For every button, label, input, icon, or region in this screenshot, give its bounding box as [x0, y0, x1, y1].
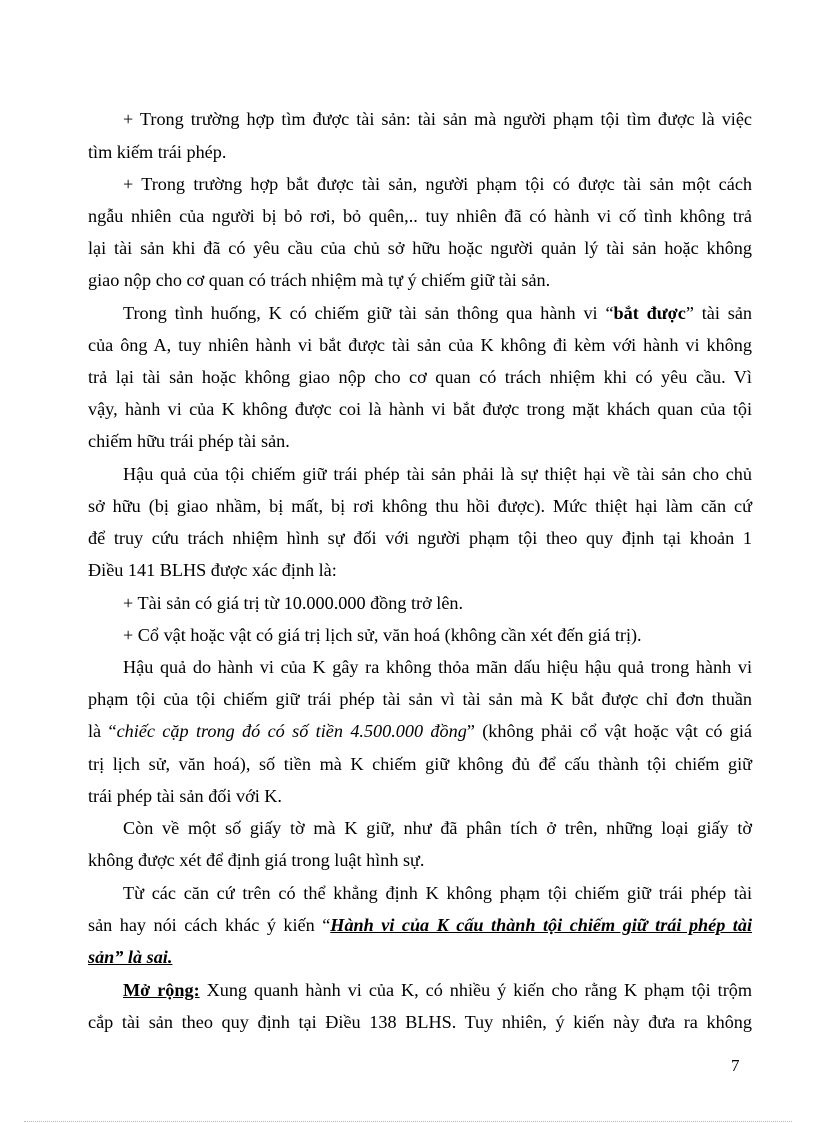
- p3-bold-term: bắt được: [613, 303, 686, 323]
- p2-line-4: giao nộp cho cơ quan có trách nhiệm mà tự ý chiếm giữ tài sản.: [88, 270, 551, 290]
- p4-line-4: Điều 141 BLHS được xác định là:: [88, 560, 337, 580]
- p8-line-2: không được xét để định giá trong luật hình sự.: [88, 850, 425, 870]
- p3-line-4: vậy, hành vi của K không được coi là hành vi bắt được trong mặt khách quan của tội: [88, 399, 752, 419]
- p4-line-3: để truy cứu trách nhiệm hình sự đối với người phạm tội theo quy định tại khoản 1: [88, 528, 752, 548]
- p1-line-1: + Trong trường hợp tìm được tài sản: tài sản mà người phạm tội tìm được là việc: [123, 109, 752, 129]
- p2-line-3: lại tài sản khi đã có yêu cầu của chủ sở hữu hoặc người quản lý tài sản hoặc không: [88, 238, 752, 258]
- p7-line-3: [88, 720, 752, 742]
- p7-line-3-a: là “: [88, 721, 117, 741]
- p9-emphasis-text: Hành vi của K cấu thành tội chiếm giữ trái phép tài: [330, 915, 753, 935]
- p9-line-2-a: sản hay nói cách khác ý kiến “: [88, 915, 331, 935]
- p10-line-1-b: Xung quanh hành vi của K, có nhiều ý kiến cho rằng K phạm tội trộm: [199, 980, 752, 1000]
- p7-line-5: trái phép tài sản đối với K.: [88, 786, 282, 806]
- p4-line-1: Hậu quả của tội chiếm giữ trái phép tài sản phải là sự thiệt hại về tài sản cho chủ: [123, 464, 752, 484]
- p7-line-4: trị lịch sử, văn hoá), số tiền mà K chiếm giữ không đủ để cấu thành tội chiếm giữ: [88, 754, 752, 774]
- page-number: 7: [731, 1056, 740, 1075]
- p7-line-2: phạm tội của tội chiếm giữ trái phép tài sản vì tài sản mà K bắt được chỉ đơn thuần: [88, 689, 752, 709]
- p3-line-3: trả lại tài sản hoặc không giao nộp cho cơ quan có trách nhiệm khi có yêu cầu. Vì: [88, 367, 752, 387]
- p9-line-2: [88, 914, 752, 936]
- p2-line-2: ngẫu nhiên của người bị bỏ rơi, bỏ quên,.. tuy nhiên đã có hành vi cố tình không trả: [88, 206, 752, 226]
- p3-line-5: chiếm hữu trái phép tài sản.: [88, 431, 290, 451]
- p10-heading: Mở rộng:: [123, 980, 200, 1000]
- p3-line-1: [123, 302, 752, 324]
- p3-line-2: của ông A, tuy nhiên hành vi bắt được tài sản của K không đi kèm với hành vi không: [88, 335, 752, 355]
- p9-emphasis-quote: [330, 915, 752, 935]
- p2-line-1: + Trong trường hợp bắt được tài sản, người phạm tội có được tài sản một cách: [123, 174, 752, 194]
- p1-line-2: tìm kiếm trái phép.: [88, 142, 227, 162]
- p4-line-2: sở hữu (bị giao nhầm, bị mất, bị rơi không thu hồi được). Mức thiệt hại làm căn cứ: [88, 496, 752, 516]
- p9-line-1: Từ các căn cứ trên có thể khẳng định K không phạm tội chiếm giữ trái phép tài: [123, 883, 752, 903]
- p7-line-1: Hậu quả do hành vi của K gây ra không thỏa mãn dấu hiệu hậu quả trong hành vi: [123, 657, 752, 677]
- p9-line-3: [88, 946, 172, 968]
- p9-emphasis-end-text: sản” là sai.: [88, 947, 173, 967]
- p3-line-1-a: Trong tình huống, K có chiếm giữ tài sản thông qua hành vi “: [123, 303, 614, 323]
- p7-italic-quote: chiếc cặp trong đó có số tiền 4.500.000 đồng: [116, 721, 467, 741]
- p3-line-1-c: ” tài sản: [685, 303, 752, 323]
- page-bottom-divider: [24, 1121, 792, 1122]
- p6-line-1: + Cổ vật hoặc vật có giá trị lịch sử, văn hoá (không cần xét đến giá trị).: [123, 625, 642, 645]
- p5-line-1: + Tài sản có giá trị từ 10.000.000 đồng trở lên.: [123, 593, 464, 613]
- p7-line-3-c: ” (không phải cổ vật hoặc vật có giá: [466, 721, 752, 741]
- p8-line-1: Còn về một số giấy tờ mà K giữ, như đã phân tích ở trên, những loại giấy tờ: [123, 818, 752, 838]
- p10-line-2: cắp tài sản theo quy định tại Điều 138 BLHS. Tuy nhiên, ý kiến này đưa ra không: [88, 1012, 752, 1032]
- p9-emphasis-end: [88, 947, 172, 967]
- p10-line-1: [123, 979, 752, 1001]
